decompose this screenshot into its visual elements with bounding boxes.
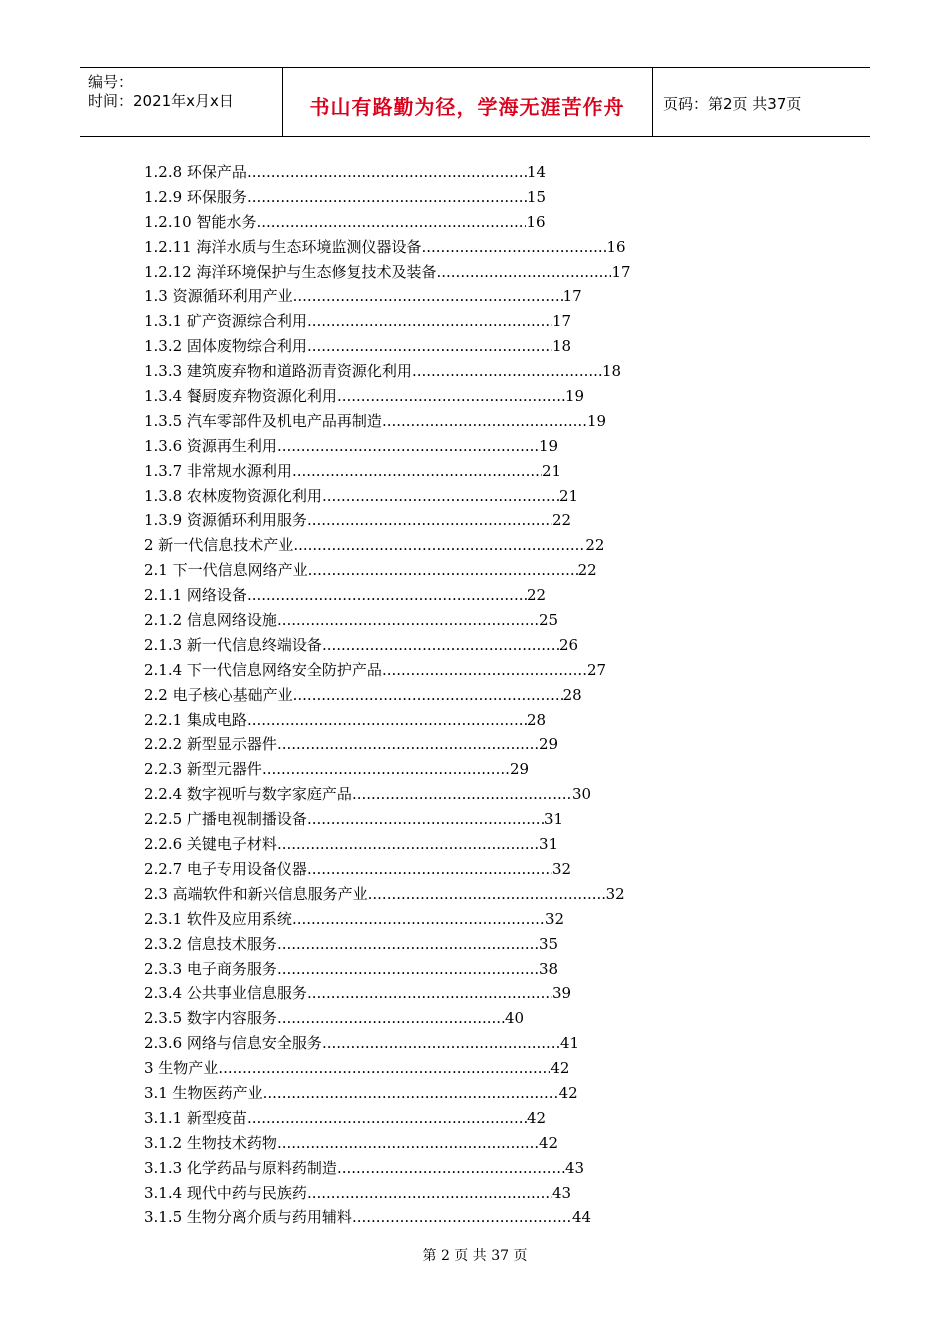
toc-dot-leader	[322, 484, 559, 509]
toc-dot-leader	[382, 658, 587, 683]
toc-dot-leader	[293, 284, 563, 309]
toc-entry-title: 1.3 资源循环利用产业	[144, 287, 293, 306]
toc-dot-leader	[277, 957, 539, 982]
toc-entry-page: 27	[586, 660, 607, 679]
toc-entry-title: 2.2.4 数字视听与数字家庭产品	[144, 785, 352, 804]
toc-entry-title: 1.3.5 汽车零部件及机电产品再制造	[144, 411, 382, 430]
toc-entry[interactable]	[144, 558, 631, 583]
toc-entry-title: 1.2.11 海洋水质与生态环境监测仪器设备	[144, 237, 422, 256]
toc-dot-leader	[382, 409, 587, 434]
toc-entry[interactable]	[144, 334, 631, 359]
toc-entry[interactable]	[144, 1056, 631, 1081]
toc-entry[interactable]	[144, 732, 631, 757]
toc-entry-title: 1.3.8 农林废物资源化利用	[144, 486, 322, 505]
toc-dot-leader	[256, 210, 526, 235]
toc-entry-page: 32	[605, 884, 625, 903]
toc-entry-title: 1.2.12 海洋环境保护与生态修复技术及装备	[144, 262, 437, 281]
header-meta-cell	[80, 68, 283, 136]
toc-entry-title: 1.3.1 矿产资源综合利用	[144, 312, 307, 331]
toc-entry-title: 2.3.6 网络与信息安全服务	[144, 1034, 322, 1053]
toc-entry[interactable]	[144, 235, 631, 260]
toc-dot-leader	[421, 235, 606, 260]
toc-entry[interactable]	[144, 757, 631, 782]
toc-entry-title: 1.2.9 环保服务	[144, 187, 247, 206]
toc-entry-page: 28	[526, 710, 547, 729]
toc-entry-page: 43	[551, 1183, 572, 1202]
toc-entry-title: 3.1.3 化学药品与原料药制造	[144, 1158, 337, 1177]
toc-entry-page: 28	[562, 685, 582, 704]
toc-dot-leader	[247, 583, 527, 608]
toc-entry[interactable]	[144, 1106, 631, 1131]
toc-entry[interactable]	[144, 807, 631, 832]
toc-dot-leader	[293, 533, 585, 558]
toc-entry-title: 2.3.5 数字内容服务	[144, 1009, 277, 1028]
toc-dot-leader	[292, 907, 545, 932]
table-of-contents	[144, 160, 631, 1230]
toc-entry-page: 40	[504, 1009, 525, 1028]
toc-entry[interactable]	[144, 583, 631, 608]
toc-entry-page: 17	[562, 287, 582, 306]
toc-entry-page: 29	[509, 760, 530, 779]
toc-entry-page: 19	[538, 436, 559, 455]
toc-entry-title: 2.1.2 信息网络设施	[144, 611, 277, 630]
toc-dot-leader	[277, 608, 539, 633]
toc-entry-page: 22	[585, 536, 605, 555]
toc-entry-page: 17	[551, 312, 572, 331]
toc-entry-title: 2.1.3 新一代信息终端设备	[144, 635, 322, 654]
toc-entry[interactable]	[144, 459, 631, 484]
toc-entry[interactable]	[144, 384, 631, 409]
toc-entry-page: 43	[564, 1158, 585, 1177]
toc-entry-page: 31	[543, 810, 564, 829]
toc-entry-title: 2.2.5 广播电视制播设备	[144, 810, 307, 829]
toc-entry[interactable]	[144, 160, 631, 185]
toc-dot-leader	[307, 508, 552, 533]
toc-entry-title: 2.1.1 网络设备	[144, 586, 247, 605]
toc-dot-leader	[292, 459, 542, 484]
toc-entry-page: 14	[526, 163, 547, 181]
toc-entry-page: 15	[526, 187, 547, 206]
toc-entry-title: 1.3.4 餐厨废弃物资源化利用	[144, 387, 337, 406]
toc-entry-title: 3.1.4 现代中药与民族药	[144, 1183, 307, 1202]
toc-entry-page: 32	[544, 909, 565, 928]
page-footer: 第 2 页 共 37 页	[422, 1248, 528, 1264]
page-header	[80, 67, 870, 137]
toc-entry-title: 2.2.3 新型元器件	[144, 760, 262, 779]
toc-entry[interactable]	[144, 434, 631, 459]
toc-dot-leader	[307, 334, 552, 359]
toc-dot-leader	[277, 932, 539, 957]
toc-dot-leader	[368, 882, 606, 907]
toc-dot-leader	[352, 1205, 572, 1230]
toc-entry[interactable]	[144, 633, 631, 658]
toc-entry[interactable]	[144, 508, 631, 533]
toc-entry-page: 18	[551, 337, 572, 356]
toc-entry[interactable]	[144, 1081, 631, 1106]
toc-entry[interactable]	[144, 608, 631, 633]
toc-dot-leader	[322, 1031, 560, 1056]
toc-entry-page: 42	[550, 1059, 570, 1078]
toc-dot-leader	[308, 558, 578, 583]
toc-entry-page: 26	[558, 635, 579, 654]
toc-entry-page: 41	[559, 1034, 580, 1053]
toc-entry-title: 2.2 电子核心基础产业	[144, 685, 293, 704]
toc-dot-leader	[247, 1106, 527, 1131]
toc-entry-page: 44	[571, 1208, 592, 1227]
toc-entry-title: 2 新一代信息技术产业	[144, 536, 294, 555]
toc-entry-page: 16	[526, 212, 546, 231]
toc-entry[interactable]	[144, 857, 631, 882]
toc-entry-page: 31	[538, 835, 559, 854]
toc-entry[interactable]	[144, 359, 631, 384]
toc-entry[interactable]	[144, 932, 631, 957]
toc-entry-page: 22	[551, 511, 572, 530]
toc-entry[interactable]	[144, 882, 631, 907]
toc-entry-page: 21	[541, 461, 562, 480]
header-motto-cell	[282, 68, 653, 136]
toc-dot-leader	[277, 434, 539, 459]
header-motto: 书山有路勤为径，学海无涯苦作舟	[309, 95, 625, 119]
toc-entry[interactable]	[144, 782, 631, 807]
toc-entry[interactable]	[144, 185, 631, 210]
toc-entry-title: 2.3.2 信息技术服务	[144, 934, 277, 953]
toc-dot-leader	[412, 359, 602, 384]
toc-dot-leader	[307, 981, 552, 1006]
toc-entry-page: 22	[577, 561, 597, 580]
toc-entry[interactable]	[144, 1031, 631, 1056]
toc-entry-page: 19	[586, 411, 607, 430]
toc-entry-title: 1.3.6 资源再生利用	[144, 436, 277, 455]
toc-dot-leader	[322, 633, 559, 658]
toc-entry[interactable]	[144, 1205, 631, 1230]
toc-dot-leader	[337, 1156, 565, 1181]
toc-entry-page: 32	[551, 859, 572, 878]
toc-entry-page: 22	[526, 586, 547, 605]
toc-entry-page: 39	[551, 984, 572, 1003]
toc-dot-leader	[293, 683, 563, 708]
toc-entry-title: 3.1 生物医药产业	[144, 1083, 263, 1102]
document-time-label: 时间：2021年x月x日	[88, 92, 234, 110]
toc-dot-leader	[218, 1056, 550, 1081]
toc-entry-page: 25	[538, 611, 559, 630]
toc-entry-title: 1.3.7 非常规水源利用	[144, 461, 292, 480]
document-number-label: 编号：	[88, 73, 134, 91]
toc-entry-title: 2.1.4 下一代信息网络安全防护产品	[144, 660, 382, 679]
toc-entry-page: 30	[571, 785, 592, 804]
toc-entry[interactable]	[144, 1181, 631, 1206]
toc-entry-page: 35	[538, 934, 559, 953]
toc-entry[interactable]	[144, 533, 631, 558]
toc-entry-title: 2.3.1 软件及应用系统	[144, 909, 292, 928]
toc-entry-title: 1.2.8 环保产品	[144, 163, 247, 181]
toc-dot-leader	[307, 1181, 552, 1206]
toc-entry-title: 1.3.9 资源循环利用服务	[144, 511, 307, 530]
toc-entry[interactable]	[144, 284, 631, 309]
toc-dot-leader	[247, 708, 527, 733]
toc-dot-leader	[277, 1131, 539, 1156]
toc-entry[interactable]	[144, 1006, 631, 1031]
toc-dot-leader	[247, 185, 527, 210]
toc-entry-title: 2.2.6 关键电子材料	[144, 835, 277, 854]
toc-entry[interactable]	[144, 1131, 631, 1156]
toc-entry[interactable]	[144, 708, 631, 733]
toc-entry-title: 3.1.5 生物分离介质与药用辅料	[144, 1208, 352, 1227]
toc-entry[interactable]	[144, 210, 631, 235]
toc-dot-leader	[307, 807, 544, 832]
toc-dot-leader	[262, 757, 510, 782]
toc-dot-leader	[277, 732, 539, 757]
toc-entry-title: 3.1.1 新型疫苗	[144, 1108, 247, 1127]
toc-entry[interactable]	[144, 981, 631, 1006]
toc-entry-page: 38	[538, 959, 559, 978]
toc-entry[interactable]	[144, 683, 631, 708]
toc-entry-title: 2.3 高端软件和新兴信息服务产业	[144, 884, 368, 903]
toc-entry[interactable]	[144, 484, 631, 509]
toc-dot-leader	[307, 857, 552, 882]
toc-entry-title: 2.2.7 电子专用设备仪器	[144, 859, 307, 878]
toc-entry-title: 1.3.3 建筑废弃物和道路沥青资源化利用	[144, 362, 412, 381]
toc-entry-title: 3.1.2 生物技术药物	[144, 1133, 277, 1152]
toc-entry[interactable]	[144, 409, 631, 434]
toc-dot-leader	[277, 832, 539, 857]
toc-entry-page: 16	[606, 237, 626, 256]
toc-dot-leader	[352, 782, 572, 807]
toc-dot-leader	[247, 160, 527, 185]
toc-dot-leader	[337, 384, 565, 409]
toc-entry[interactable]	[144, 658, 631, 683]
toc-dot-leader	[263, 1081, 559, 1106]
toc-entry-title: 2.1 下一代信息网络产业	[144, 561, 308, 580]
toc-entry-page: 42	[538, 1133, 559, 1152]
toc-dot-leader	[436, 260, 611, 285]
toc-entry-page: 17	[611, 262, 631, 281]
toc-entry-title: 3 生物产业	[144, 1059, 219, 1078]
toc-entry[interactable]	[144, 832, 631, 857]
toc-entry[interactable]	[144, 957, 631, 982]
header-page-info: 页码：第2页 共37页	[663, 95, 802, 113]
toc-entry-page: 21	[558, 486, 579, 505]
toc-entry[interactable]	[144, 907, 631, 932]
toc-entry-page: 42	[558, 1083, 578, 1102]
toc-entry-title: 2.2.2 新型显示器件	[144, 735, 277, 754]
toc-entry-page: 29	[538, 735, 559, 754]
toc-entry-title: 2.3.4 公共事业信息服务	[144, 984, 307, 1003]
toc-entry-page: 42	[526, 1108, 547, 1127]
toc-entry[interactable]	[144, 1156, 631, 1181]
toc-entry-title: 2.2.1 集成电路	[144, 710, 247, 729]
toc-entry[interactable]	[144, 309, 631, 334]
toc-entry-title: 1.3.2 固体废物综合利用	[144, 337, 307, 356]
toc-entry[interactable]	[144, 260, 631, 285]
toc-entry-title: 1.2.10 智能水务	[144, 212, 257, 231]
toc-entry-page: 18	[601, 362, 622, 381]
toc-dot-leader	[277, 1006, 505, 1031]
toc-entry-page: 19	[564, 387, 585, 406]
toc-dot-leader	[307, 309, 552, 334]
toc-entry-title: 2.3.3 电子商务服务	[144, 959, 277, 978]
header-page-cell	[653, 68, 870, 136]
